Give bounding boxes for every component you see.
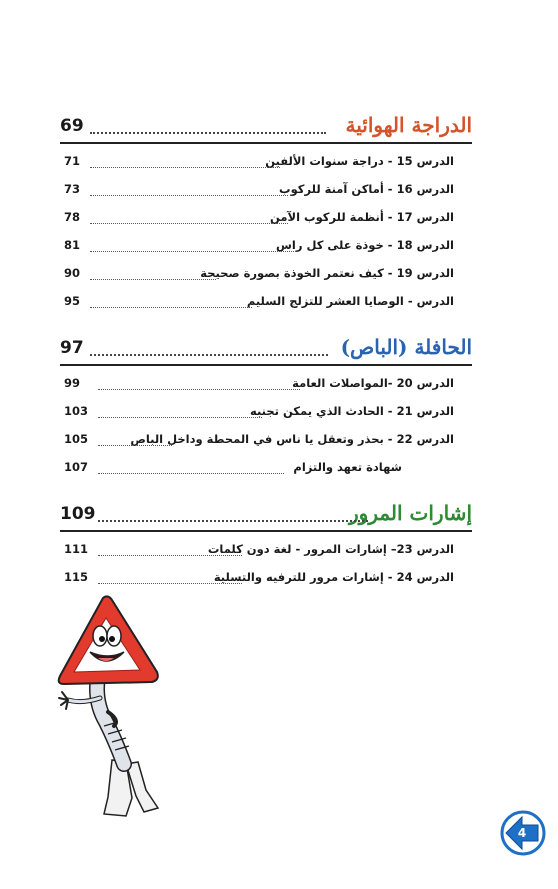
toc-item-label: الدرس - الوصايا العشر للتزلج السليم [246, 294, 454, 308]
dot-leader [90, 132, 326, 134]
section-bicycle [60, 110, 472, 316]
dot-leader [98, 389, 300, 390]
toc-item-page: 107 [64, 460, 89, 474]
toc-item-page: 95 [64, 294, 81, 308]
section-heading [60, 498, 472, 528]
toc-item-label: الدرس 20 -المواصلات العامة [292, 376, 454, 390]
dot-leader [98, 520, 368, 522]
section-rule [60, 530, 472, 532]
toc-item-page: 73 [64, 182, 81, 196]
toc-item-page: 81 [64, 238, 81, 252]
toc-item[interactable] [60, 204, 472, 232]
section-page-number: 97 [60, 338, 84, 358]
dot-leader [98, 473, 284, 474]
toc-item[interactable] [60, 398, 472, 426]
toc-item[interactable] [60, 232, 472, 260]
section-bus [60, 332, 472, 482]
page-number: 4 [517, 826, 527, 840]
toc-item[interactable] [60, 426, 472, 454]
dot-leader [98, 445, 172, 446]
dot-leader [98, 583, 242, 584]
section-heading [60, 110, 472, 140]
toc-item[interactable] [60, 288, 472, 316]
toc-item-page: 105 [64, 432, 89, 446]
toc-item[interactable] [60, 370, 472, 398]
toc-item-label: الدرس 19 - كيف نعتمر الخوذة بصورة صحيحة [200, 266, 454, 280]
section-title: الدراجة الهوائية [345, 113, 472, 137]
dot-leader [90, 223, 288, 224]
dot-leader [90, 167, 280, 168]
section-page-number: 69 [60, 116, 84, 136]
toc-item-label: الدرس 24 - إشارات مرور للترفيه والتسلية [213, 570, 454, 584]
toc-item-page: 90 [64, 266, 81, 280]
road-sign-mascot-icon [54, 592, 174, 822]
toc-item-label: الدرس 23– إشارات المرور - لغة دون كلمات [207, 542, 454, 556]
dot-leader [90, 354, 328, 356]
dot-leader [90, 195, 288, 196]
toc-item-page: 99 [64, 376, 81, 390]
toc-item-label: الدرس 21 - الحادث الذي يمكن تجنبه [249, 404, 454, 418]
section-title: إشارات المرور [349, 501, 472, 525]
toc-item-page: 115 [64, 570, 89, 584]
toc-item-page: 71 [64, 154, 81, 168]
section-rule [60, 364, 472, 366]
toc-item-label: الدرس 17 - أنظمة للركوب الآمن [270, 210, 454, 224]
dot-leader [90, 307, 252, 308]
section-rule [60, 142, 472, 144]
section-traffic-signs [60, 498, 472, 592]
toc-item-page: 103 [64, 404, 89, 418]
toc-item-label: شهادة تعهد والتزام [293, 460, 402, 474]
section-page-number: 109 [60, 504, 96, 524]
toc-item[interactable] [60, 148, 472, 176]
toc-item-label: الدرس 22 - بحذر وتعقل يا ناس في المحطة وداخل الباص [130, 432, 454, 446]
toc-item-label: الدرس 15 - دراجة سنوات الألفين [265, 154, 454, 168]
dot-leader [90, 279, 216, 280]
section-title: الحافلة (الباص) [340, 335, 472, 359]
section-heading [60, 332, 472, 362]
toc-item-page: 111 [64, 542, 89, 556]
toc-item-label: الدرس 18 - خوذة على كل راس [276, 238, 454, 252]
dot-leader [98, 417, 262, 418]
toc-item[interactable] [60, 260, 472, 288]
toc-item-page: 78 [64, 210, 81, 224]
toc-item-label: الدرس 16 - أماكن آمنة للركوب [279, 182, 454, 196]
dot-leader [90, 251, 296, 252]
toc-item[interactable] [60, 454, 472, 482]
dot-leader [98, 555, 242, 556]
toc-item[interactable] [60, 536, 472, 564]
toc-item[interactable] [60, 564, 472, 592]
toc-item[interactable] [60, 176, 472, 204]
